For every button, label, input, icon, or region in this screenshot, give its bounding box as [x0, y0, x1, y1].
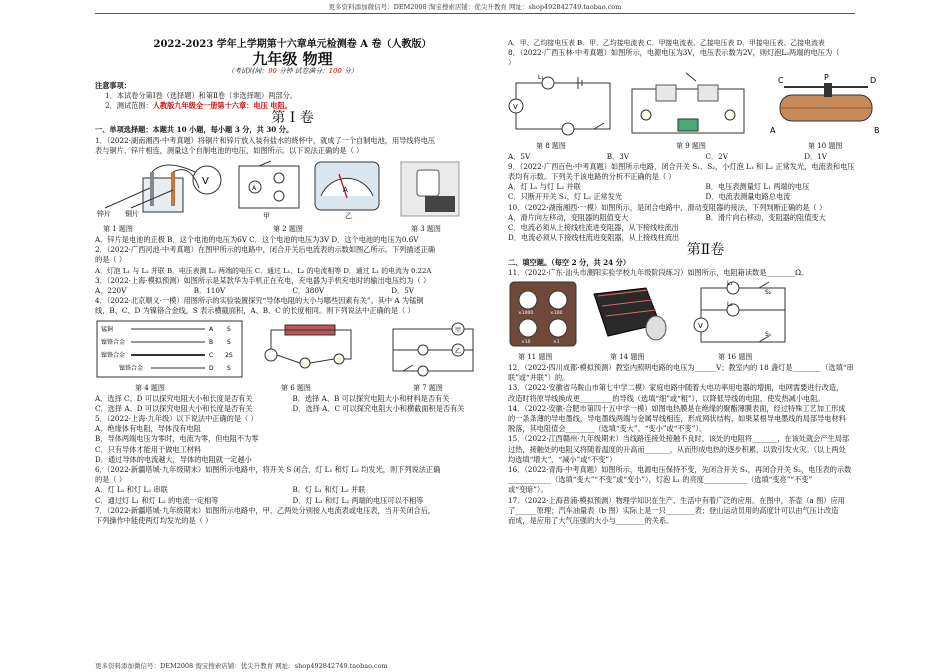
q1-line-1: 1．（2022·湖南湘西·中考真题）将铜片和锌片放入装有盐水的烧杯中，就成了一个自制电池，用导线将电压 [95, 135, 436, 145]
q8-options [508, 152, 903, 162]
caption-fig-2: 第 2 题图 [273, 225, 303, 234]
q5-option-c: C．只有导体才能用于做电工材料 [95, 444, 202, 454]
figure-row-2 [95, 319, 490, 381]
q6-line-2: 的是（ ） [95, 475, 127, 485]
part-2-heading: 第Ⅱ卷 [686, 242, 725, 259]
wire-b-material: 镍铬合金 [101, 338, 126, 346]
q8-option-b: B．3V [606, 151, 629, 161]
rheostat-c-label: C [778, 75, 784, 85]
circuit-figure-9 [626, 71, 751, 137]
q15-line-1: 15．（2022·江西赣州·九年级期末）当线路连接处接触不良时，该处的电阻将_______，在该处就会产生局部 [508, 434, 850, 444]
q4-options-row-1 [95, 394, 490, 404]
q6-line-1: 6．（2022·新疆塔城·九年级期末）如图所示电路中，将开关 S 闭合，灯 L₁ 和灯 L₂ 均发光，则下列说法正确 [95, 465, 441, 475]
exam-info [95, 66, 490, 76]
battery-figure [95, 158, 230, 220]
rheostat-d-label: D [870, 75, 877, 85]
q16-line-2: ____________（选填“变大”“不变”或“变小”），灯泡 L₁ 的亮度____________（选填“变亮”“不变” [508, 475, 813, 485]
q9-options-row-2 [508, 192, 903, 202]
svg-text:A: A [343, 186, 348, 195]
svg-text:V: V [698, 322, 703, 331]
q2-line-1: 2．（2022·广西河池·中考真题）在图甲所示的电路中，闭合开关后电流表的示数如图乙所示。下列描述正确 [95, 245, 436, 255]
rheostat-a-label: A [770, 125, 776, 135]
svg-text:乙: 乙 [455, 347, 462, 355]
part-1-heading: 第 Ⅰ 卷 [271, 110, 314, 127]
q8-line-2: ） [508, 58, 516, 68]
circuit-figure-7 [383, 319, 483, 379]
q4-option-b: B．选择 A、B 可以探究电阻大小和材料是否有关 [292, 393, 450, 403]
q3-option-b: B．110V [193, 286, 226, 296]
q6-option-d: D．灯 L₁ 和灯 L₂ 两端的电压可以不相等 [292, 495, 424, 505]
note-2-prefix: 2．测试范围： [105, 101, 153, 111]
figure-row-4 [508, 280, 903, 350]
q17-line-3: 而成，是应用了大气压强的大小与________的关系。 [508, 516, 674, 526]
note-2-scope: 人教版九年级全一册第十六章：电压 电阻。 [152, 101, 292, 111]
q4-option-c: C．选择 A、D 可以探究电阻大小和长度是否有关 [95, 403, 253, 413]
page-footer: 更多资料添加微信号：DEM2008 淘宝搜索店铺：优尖升教育 网址：shop492842749.taobao.com [95, 662, 388, 670]
ammeter-figure [311, 158, 383, 220]
wire-a-material: 锰铜 [101, 325, 114, 333]
q10-line-1: 10．（2022·湖南湘西·一模）如图所示，是闭合电路中，滑动变阻器的接法，下列判断正确的是（ ） [508, 202, 827, 212]
q4-option-d: D．选择 A、C 可以探究电阻大小和横截面积是否有关 [292, 403, 465, 413]
caption-fig-9: 第 9 题图 [676, 141, 706, 150]
q7-line-2: 下列操作中能使两灯均发光的是（ ） [95, 516, 213, 526]
q6-options-row-2 [95, 496, 490, 506]
notes-heading: 注意事项： [95, 80, 131, 90]
q4-line-2: 线，B、C、D 为镍铬合金线，S 表示横截面积，A、B、C 的长度相同。则下列说法中正确的是（ ） [95, 306, 415, 316]
svg-text:L₁: L₁ [727, 280, 733, 288]
q4-option-a: A．选择 C、D 可以探究电阻大小和长度是否有关 [95, 393, 253, 403]
wire-d-area: S [227, 364, 231, 372]
caption-row-4 [508, 352, 903, 363]
right-column [508, 38, 903, 526]
q17-line-1: 17．（2022·上海普浦·模拟预测）物理学知识在生产、生活中有着广泛的应用。在图中，茶壶（a 图）应用 [508, 495, 845, 505]
q14-line-1: 14．（2022·安徽·合肥市第四十五中学一模）如图电热膜是在绝缘的聚酯薄膜表面，经过特殊工艺加工形成 [508, 403, 846, 413]
q10-option-b: B．滑片向右移动，变阻器的阻值变大 [705, 212, 826, 222]
q10-option-d: D．电流必须从下接线柱流进变阻器，从上接线柱流出 [508, 233, 680, 243]
heating-film-figure [590, 284, 670, 344]
wires-board-figure [95, 319, 245, 379]
caption-row-1 [95, 224, 490, 235]
q10-option-c: C．电流必须从上接线柱流进变阻器，从下接线柱流出 [508, 223, 679, 233]
wire-d-label: D [209, 364, 214, 372]
q17-line-2: 了______原理；汽车油量表（b 图）实际上是一只________表；登山运动员用的高度计可以由气压计改造 [508, 505, 839, 515]
dial-ones-label: ×1 [553, 340, 560, 346]
fig2-yi-label: 乙 [345, 212, 352, 221]
q15-line-2: 过热，接触处的电阻又将随着温度的升高而_______，从而形成电热的逐步积累，以致引发火灾。（以上两处 [508, 444, 846, 454]
wire-c-material: 镍铬合金 [101, 351, 126, 359]
q8-line-1: 8．（2022·广西玉林·中考真题）如图所示，电源电压为3V，电压表示数为2V，则灯泡L₂两端的电压为（ [508, 48, 840, 58]
rheostat-b-label: B [874, 125, 880, 135]
q6-option-c: C．通过灯 L₁ 和灯 L₂ 的电流一定相等 [95, 495, 219, 505]
q8-option-d: D．1V [804, 151, 827, 161]
svg-text:V: V [202, 176, 209, 188]
svg-text:S₁: S₁ [765, 331, 772, 339]
subject-title: 九年级 物理 [252, 50, 333, 69]
caption-fig-6: 第 6 题图 [281, 383, 311, 392]
section-2-heading: 二、填空题。（每空 2 分，共 24 分） [508, 257, 631, 267]
q7-line-1: 7．（2022·新疆塔城·九年级期末）如图所示电路中，甲、乙两处分别接入电流表或电压表，当开关闭合后， [95, 505, 436, 515]
rheostat-p-label: P [824, 72, 829, 82]
section-1-heading: 一、单项选择题：本题共 10 小题，每小题 3 分，共 30 分。 [95, 125, 294, 135]
rheostat-figure [766, 71, 886, 137]
q5-option-b: B．导体两端电压为零时，电流为零，但电阻不为零 [95, 434, 259, 444]
q9-line-2: 表均有示数。下列关于该电路的分析不正确的是（ ） [508, 172, 676, 182]
svg-text:L₁: L₁ [538, 73, 544, 81]
q11-text: 11．（2022·广东·汕头市潮阳实验学校九年级阶段练习）如图所示，电阻箱读数是________Ω。 [508, 267, 809, 277]
q3-line-1: 3．（2022·上海·模拟预测）如图所示是某款华为手机正在充电，充电器为手机充电时的输出电压约为（ ） [95, 275, 431, 285]
circuit-figure-2a [233, 158, 305, 220]
q9-option-a: A．灯 L₁ 与灯 L₂ 并联 [508, 182, 581, 192]
wire-b-area: S [227, 338, 231, 346]
wire-b-label: B [209, 338, 214, 346]
q12-line-2: 联”或“并联”）的。 [508, 373, 570, 383]
phone-charger-figure [395, 158, 465, 220]
circuit-figure-6 [255, 319, 360, 379]
q9-option-b: B．电压表测量灯 L₁ 两端的电压 [705, 182, 810, 192]
q1-options: A．锌片是电池的正极 B．这个电池的电压为6V C．这个电池的电压为3V D．这个电池的电压为0.6V [95, 235, 419, 245]
q10-options-row-1 [508, 213, 903, 223]
q5-option-d: D．通过导体的电流越大，导体的电阻就一定越小 [95, 454, 252, 464]
svg-text:S₂: S₂ [765, 289, 772, 297]
wire-c-label: C [209, 351, 214, 359]
left-column [95, 18, 490, 526]
svg-text:V: V [513, 102, 518, 111]
q9-options-row-1 [508, 182, 903, 192]
q14-line-2: 的一条条薄的导电墨线，导电墨线两端与金属导线相连，形成网状结构，如果某根导电墨线的局部导电材料 [508, 414, 846, 424]
note-1: 1．本试卷分第Ⅰ卷（选择题）和第Ⅱ卷（非选择题）两部分。 [105, 90, 297, 100]
q8-option-a: A．5V [508, 151, 531, 161]
q12-line-1: 12．（2022·四川成都·模拟预测）教室内照明电路的电压为______V；教室内的 18 盏灯是________（选填“串 [508, 363, 854, 373]
q4-options-row-2 [95, 404, 490, 414]
exam-info-prefix: （考试时间： [227, 67, 269, 76]
exam-info-suffix: 分） [341, 67, 358, 76]
figure-row-1 [95, 158, 490, 222]
caption-fig-16: 第 16 题图 [718, 353, 753, 362]
q6-option-a: A．灯 L₁ 和灯 L₂ 串联 [95, 485, 168, 495]
q9-option-c: C．只断开开关 S₁，灯 L₂ 正常发光 [508, 192, 623, 202]
q10-option-a: A．滑片向左移动，变阻器的阻值变大 [508, 212, 629, 222]
caption-fig-10: 第 10 题图 [808, 141, 843, 150]
q3-option-a: A．220V [95, 286, 127, 296]
q16-line-1: 16．（2022·青海·中考真题）如图所示，电源电压保持不变，先闭合开关 S₁，再闭合开关 S₂，电压表的示数 [508, 465, 852, 475]
svg-text:甲: 甲 [455, 326, 462, 334]
q9-line-1: 9．（2022·广西百色·中考真题）如图所示电路，闭合开关 S₁、S₂，小灯泡 L₁ 和 L₂ 正常发光，电流表和电压 [508, 161, 855, 171]
dial-tens-label: ×10 [521, 340, 531, 346]
circuit-figure-16 [693, 280, 793, 348]
header-rule [95, 13, 855, 14]
q5-option-a: A．绝缘体有电阻，导体没有电阻 [95, 424, 201, 434]
page-header: 更多资料添加微信号：DEM2008 淘宝搜索店铺：优尖升教育 网址：shop492842749.taobao.com [328, 3, 622, 11]
q14-line-3: 脱落，其电阻值会________（选填“变大”、“变小”或“不变”）。 [508, 424, 707, 434]
circuit-figure-8 [508, 71, 618, 137]
q1-line-2: 表与铜片、锌片相连，测量这个自制电池的电压，如图所示。以下说法正确的是（ ） [95, 145, 364, 155]
wire-d-material: 镍铬合金 [119, 364, 144, 372]
caption-fig-7: 第 7 题图 [413, 383, 443, 392]
dial-thousands-label: ×1000 [518, 311, 534, 317]
q13-line-1: 13．（2022·安徽省马鞍山市第七中学二模）家庭电路中随着大电功率用电器的增拥，电网需要进行改造， [508, 383, 844, 393]
exam-info-mid: 分钟 试卷满分： [276, 67, 329, 76]
exam-score: 100 [328, 67, 342, 76]
exam-title: 2022-2023 学年上学期第十六章单元检测卷 A 卷（人教版） [153, 39, 432, 50]
q13-line-2: 改造时将原导线换成更_________的导线（选填“细”或“粗”），以降低导线的电阻，使发热减小电阻。 [508, 393, 825, 403]
svg-text:A: A [252, 185, 257, 193]
q5-line-1: 5．（2022·上海·九年级）以下说法中正确的是（ ） [95, 414, 258, 424]
figure-row-3 [508, 71, 903, 139]
q3-option-d: D．5V [391, 286, 414, 296]
q4-line-1: 4．（2022·北京顺义·一模）用图所示的实验装置探究“导体电阻的大小与哪些因素有关”。其中 A 为锰铜 [95, 296, 424, 306]
q2-options: A．灯泡 L₁ 与 L₂ 并联 B．电压表测 L₂ 两端的电压 C．通过 L₁、L₂ 的电流相等 D．通过 L₁ 的电流为 0.22A [95, 266, 432, 275]
q7-options: A．甲、乙均接电压表 B．甲、乙均接电流表 C．甲接电流表、乙接电压表 D．甲接电压表、乙接电流表 [508, 39, 825, 47]
resistance-box-figure [508, 280, 578, 348]
q6-options-row-1 [95, 485, 490, 495]
caption-row-2 [95, 383, 490, 394]
q2-line-2: 的是（ ） [95, 255, 127, 265]
exam-time: 90 [268, 67, 277, 76]
fig2-jia-label: 甲 [263, 212, 270, 221]
zinc-label: 锌片 [97, 210, 111, 219]
caption-row-3 [508, 141, 903, 152]
q16-line-3: 或“变暗”）。 [508, 485, 548, 495]
caption-fig-8: 第 8 题图 [536, 141, 566, 150]
caption-fig-4: 第 4 题图 [135, 383, 165, 392]
caption-fig-1: 第 1 题图 [103, 225, 133, 234]
wire-c-area: 2S [225, 351, 233, 359]
svg-text:L₂: L₂ [727, 301, 733, 309]
q6-option-b: B．灯 L₁ 和灯 L₂ 并联 [292, 485, 366, 495]
dial-hundreds-label: ×100 [550, 311, 563, 317]
caption-fig-14: 第 14 题图 [610, 353, 645, 362]
q8-option-c: C．2V [705, 151, 728, 161]
q9-option-d: D．电流表测量电路总电流 [705, 192, 791, 202]
copper-label: 铜片 [125, 210, 139, 219]
caption-fig-3: 第 3 题图 [411, 225, 441, 234]
q15-line-3: 均选填“增大”、“减小”或“不变”） [508, 454, 617, 464]
caption-fig-11: 第 11 题图 [518, 353, 553, 362]
q3-options [95, 286, 490, 296]
wire-a-area: S [227, 325, 231, 333]
wire-a-label: A [209, 325, 214, 333]
q3-option-c: C．380V [292, 286, 325, 296]
